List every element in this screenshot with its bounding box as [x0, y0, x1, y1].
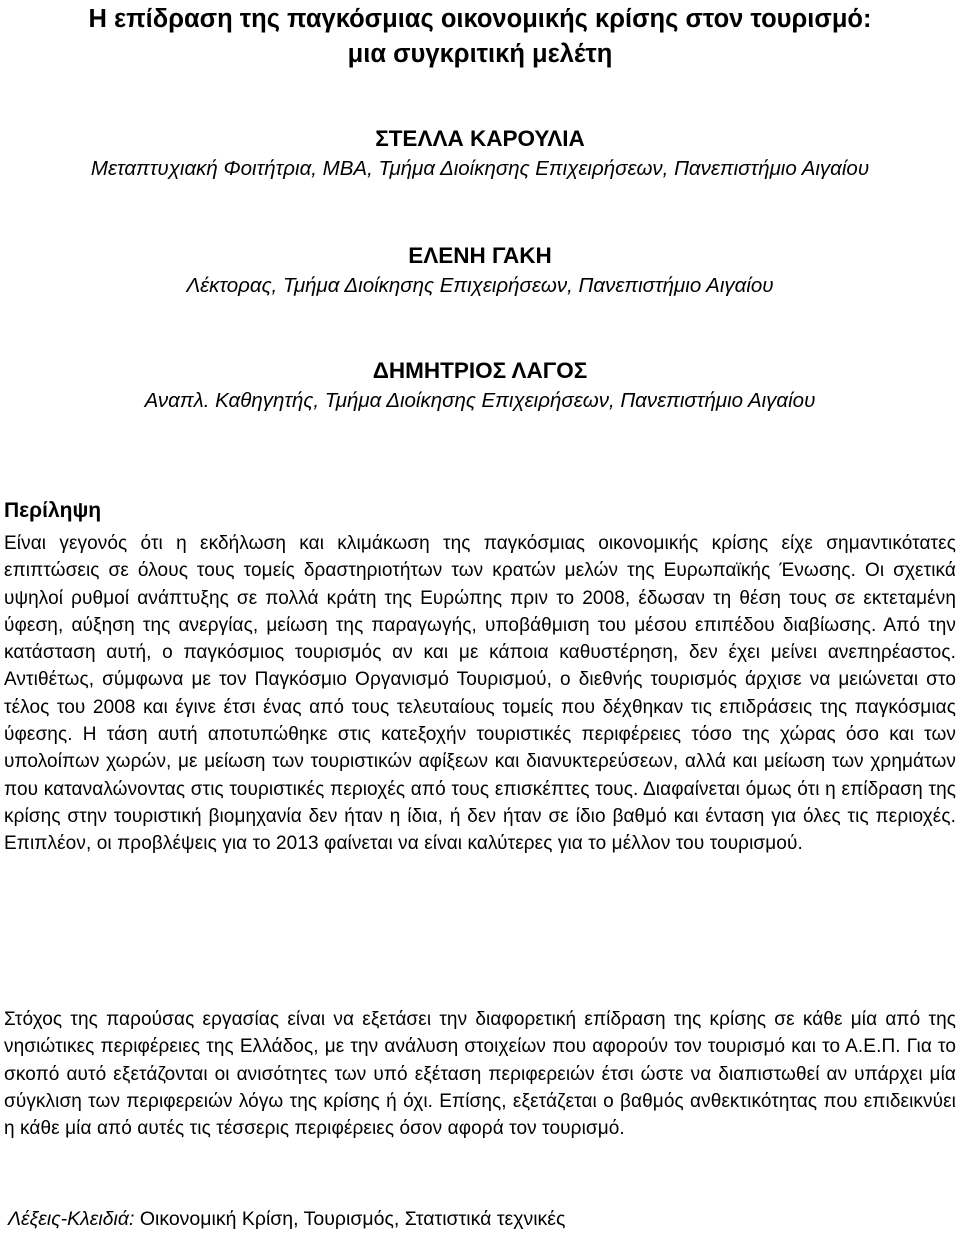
- abstract-paragraph-2: Στόχος της παρούσας εργασίας είναι να εξετάσει την διαφορετική επίδραση της κρίσης σε κάθε μία από της νησιώτικες περιφέρειες της Ελλάδος, με την ανάλυση στοιχείων που αφορούν τον τουρισμό και το Α.Ε.Π. Για το σκοπό αυτό εξετάζονται οι ανισότητες των υπό εξέταση περιφερειών έτσι ώστε να διαπιστωθεί αν υπάρχει μία σύγκλιση των περιφερειών λόγω της κρίσης ή όχι. Επίσης, εξετάζεται ο βαθμός ανθεκτικότητας που επιδεικνύει η κάθε μία από αυτές τις τέσσερις περιφέρειες όσον αφορά τον τουρισμό.: [4, 1009, 956, 1140]
- author-name: ΔΗΜΗΤΡΙΟΣ ΛΑΓΟΣ: [372, 358, 588, 383]
- keywords-label: Λέξεις-Κλειδιά:: [8, 1208, 135, 1230]
- author-2: [0, 241, 960, 301]
- author-3: [0, 356, 960, 416]
- author-name: ΣΤΕΛΛΑ ΚΑΡΟΥΛΙΑ: [375, 126, 585, 151]
- keywords-text: Οικονομική Κρίση, Τουρισμός, Στατιστικά τεχνικές: [139, 1208, 566, 1230]
- paper-title: [0, 2, 960, 72]
- author-affiliation: Μεταπτυχιακή Φοιτήτρια, MBA, Τμήμα Διοίκησης Επιχειρήσεων, Πανεπιστήμιο Αιγαίου: [90, 157, 870, 180]
- title-line-2: μια συγκριτική μελέτη: [347, 40, 613, 68]
- author-affiliation: Αναπλ. Καθηγητής, Τμήμα Διοίκησης Επιχειρήσεων, Πανεπιστήμιο Αιγαίου: [144, 389, 816, 412]
- abstract-heading: Περίληψη: [4, 499, 102, 522]
- abstract-paragraph-1: Είναι γεγονός ότι η εκδήλωση και κλιμάκωση της παγκόσμιας οικονομικής κρίσης είχε σημαντικότατες επιπτώσεις σε όλους τους τομείς δραστηριοτήτων των κρατών μελών της Ευρωπαϊκής Ένωσης. Οι σχετικά υψηλοί ρυθμοί ανάπτυξης σε πολλά κράτη της Ευρώπης πριν το 2008, έδωσαν τη θέση τους σε εκτεταμένη ύφεση, αύξηση της ανεργίας, μείωση της παραγωγής, υποβάθμιση του μέσου επιπέδου διαβίωσης. Από την κατάσταση αυτή, ο παγκόσμιος τουρισμός αν και με κάποια καθυστέρηση, δεν έχει μείνει ανεπηρέαστος. Αντιθέτως, σύμφωνα με τον Παγκόσμιο Οργανισμό Τουρισμού, ο διεθνής τουρισμός άρχισε να μειώνεται στο τέλος του 2008 και έγινε έτσι ένας από τους τελευταίους τομείς που δέχθηκαν τις επιδράσεις της παγκόσμιας ύφεσης. Η τάση αυτή αποτυπώθηκε στις κατεξοχήν τουριστικές περιφέρειες τόσο της χώρας όσο και των υπολοίπων χωρών, με μείωση των τουριστικών αφίξεων και διανυκτερεύσεων, αλλά και μείωση των χρημάτων που καταναλώνοντας στις τουριστικές περιοχές από τους επισκέπτες τους. Διαφαίνεται όμως ότι η επίδραση της κρίσης στην τουριστική βιομηχανία δεν ήταν η ίδια, ή δεν ήταν σε ίδιο βαθμό και ένταση για όλες τις περιοχές. Επιπλέον, οι προβλέψεις για το 2013 φαίνεται να είναι καλύτερες για το μέλλον του τουρισμού.: [4, 533, 956, 855]
- keywords-line: [8, 1205, 565, 1233]
- author-name: ΕΛΕΝΗ ΓΑΚΗ: [408, 243, 552, 268]
- title-line-1: Η επίδραση της παγκόσμιας οικονομικής κρίσης στον τουρισμό:: [88, 5, 872, 33]
- author-affiliation: Λέκτορας, Τμήμα Διοίκησης Επιχειρήσεων, Πανεπιστήμιο Αιγαίου: [186, 274, 774, 297]
- author-1: [0, 124, 960, 184]
